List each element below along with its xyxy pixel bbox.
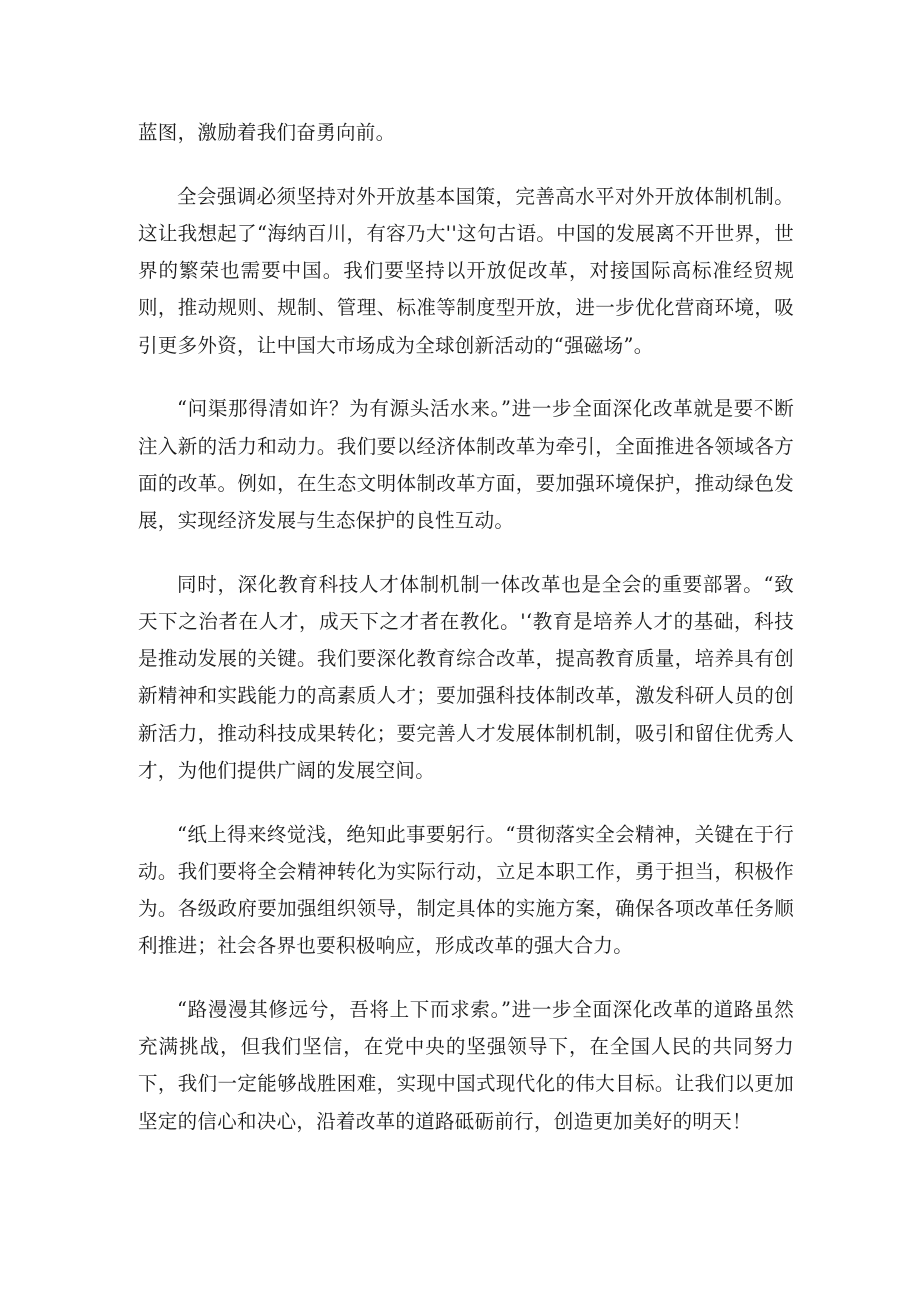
document-body <box>138 114 794 1166</box>
paragraph-5: “纸上得来终觉浅，绝知此事要躬行。“贯彻落实全会精神，关键在于行动。我们要将全会精神转化为实际行动，立足本职工作，勇于担当，积极作为。各级政府要加强组织领导，制定具体的实施方案，确保各项改革任务顺利推进；社会各界也要积极响应，形成改革的强大合力。 <box>138 822 794 958</box>
paragraph-1: 蓝图，激励着我们奋勇向前。 <box>138 121 396 144</box>
paragraph-3: “问渠那得清如许？为有源头活水来。”进一步全面深化改革就是要不断注入新的活力和动力。我们要以经济体制改革为牵引，全面推进各领域各方面的改革。例如，在生态文明体制改革方面，要加强环境保护，推动绿色发展，实现经济发展与生态保护的良性互动。 <box>138 397 794 533</box>
paragraph-2: 全会强调必须坚持对外开放基本国策，完善高水平对外开放体制机制。这让我想起了“海纳百川，有容乃大''这句古语。中国的发展离不开世界，世界的繁荣也需要中国。我们要坚持以开放促改革，对接国际高标准经贸规则，推动规则、规制、管理、标准等制度型开放，进一步优化营商环境，吸引更多外资，让中国大市场成为全球创新活动的“强磁场”。 <box>138 184 794 357</box>
paragraph-6: “路漫漫其修远兮，吾将上下而求索。”进一步全面深化改革的道路虽然充满挑战，但我们坚信，在党中央的坚强领导下，在全国人民的共同努力下，我们一定能够战胜困难，实现中国式现代化的伟大目标。让我们以更加坚定的信心和决心，沿着改革的道路砥砺前行，创造更加美好的明天！ <box>138 998 794 1133</box>
paragraph-4: 同时，深化教育科技人才体制机制一体改革也是全会的重要部署。“致天下之治者在人才，成天下之才者在教化。'‘教育是培养人才的基础，科技是推动发展的关键。我们要深化教育综合改革，提高教育质量，培养具有创新精神和实践能力的高素质人才；要加强科技体制改革，激发科研人员的创新活力，推动科技成果转化；要完善人才发展体制机制，吸引和留住优秀人才，为他们提供广阔的发展空间。 <box>138 572 794 782</box>
